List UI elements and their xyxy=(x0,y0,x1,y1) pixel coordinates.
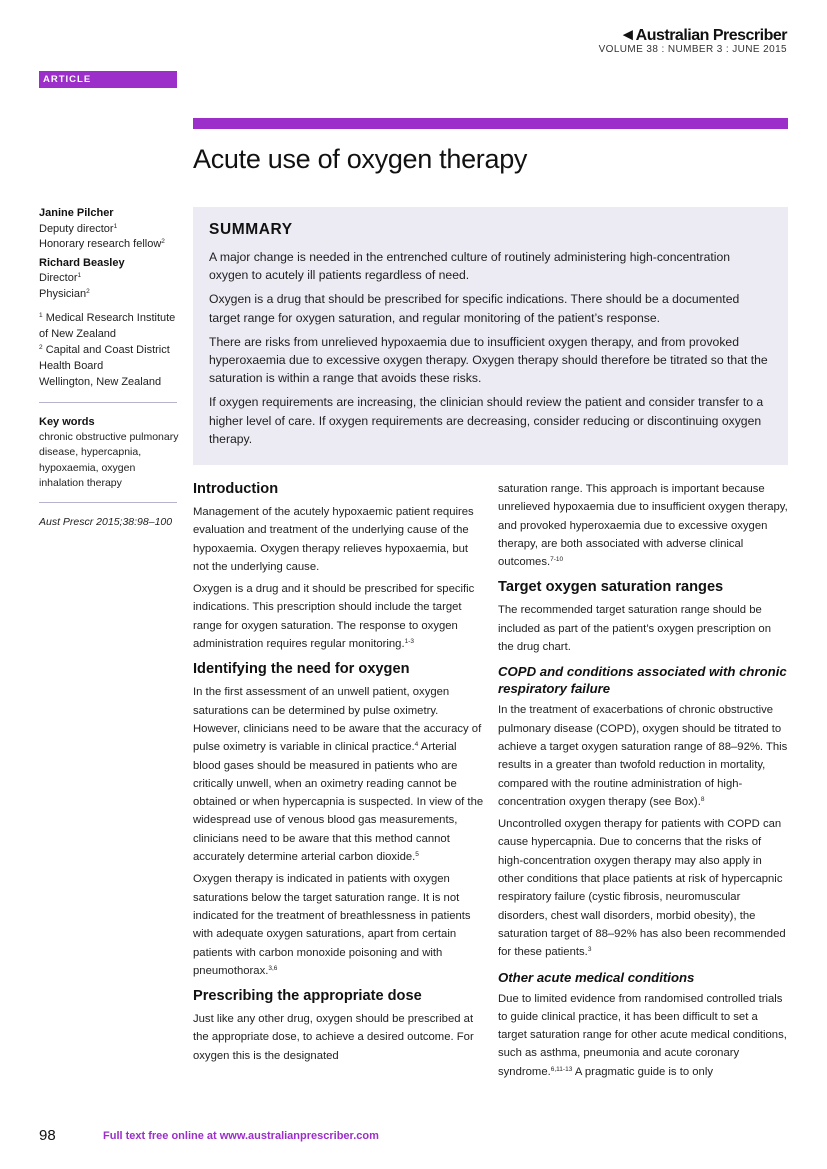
affiliation: $^1$ Medical Research Institute of New Zealand xyxy=(39,312,176,340)
brand-logo-icon: ◄ xyxy=(619,25,636,44)
page-number: 98 xyxy=(39,1127,56,1144)
sidebar-divider xyxy=(39,502,177,503)
subsection-heading: COPD and conditions associated with chronic respiratory failure xyxy=(498,664,787,697)
journal-brand xyxy=(619,25,787,45)
section-heading: Identifying the need for oxygen xyxy=(193,661,410,678)
brand-text: Australian Prescriber xyxy=(635,27,787,44)
body-paragraph: Uncontrolled oxygen therapy for patients with COPD can cause hypercapnia. Due to concerns that the risks of high-concentration oxygen therapy may also apply in other conditions that place patients at risk of hypercapnic respiratory failure (cystic fibrosis, neuromuscular disorders, chest wall disorders, morbid obesity), the saturation target of 88–92% has also been recommended for these patients.$^3$ xyxy=(498,818,786,959)
body-paragraph: Oxygen therapy is indicated in patients with oxygen saturations below the target saturation range. It is not indicated for the treatment of breathlessness in patients with adequate oxygen saturations, apart from certain patients with carbon monoxide poisoning and with pneumothorax.$^{3,6}$ xyxy=(193,873,471,977)
author-name: Janine Pilcher xyxy=(39,207,114,219)
body-paragraph: Oxygen is a drug and it should be prescribed for specific indications. This prescription should include the target range for oxygen saturation. The response to oxygen administration requires regular monitoring.$^{1-3}$ xyxy=(193,583,475,651)
sidebar-divider xyxy=(39,402,177,403)
section-heading: Introduction xyxy=(193,481,279,497)
summary-paragraph: A major change is needed in the entrenched culture of routinely administering high-concentration oxygen to acutely ill patients regardless of need. xyxy=(209,250,730,283)
volume-info: VOLUME 38 : NUMBER 3 : JUNE 2015 xyxy=(598,44,787,55)
keywords: chronic obstructive pulmonary disease, hypercapnia, hypoxaemia, oxygen inhalation therapy xyxy=(39,431,179,489)
author-role: Director$^1$ xyxy=(39,272,82,284)
article-tag: ARTICLE xyxy=(39,71,177,88)
article-title: Acute use of oxygen therapy xyxy=(193,144,528,174)
body-paragraph: saturation range. This approach is important because unrelieved hypoxaemia due to insufficient oxygen therapy, and provoked hyperoxaemia due to excessive oxygen therapy, are both associated with adverse clinical outcomes.$^{7-10}$ xyxy=(498,483,788,569)
body-paragraph: In the treatment of exacerbations of chronic obstructive pulmonary disease (COPD), oxygen should be titrated to achieve a target oxygen saturation range of 88–92%. This results in a greater than twofold reduction in mortality, compared with the routine administration of high-concentration oxygen therapy (see Box).$^8$ xyxy=(498,704,788,808)
summary-paragraph: Oxygen is a drug that should be prescribed for specific indications. There should be a documented target range for oxygen saturation, and regular monitoring of the patient’s response. xyxy=(209,292,740,325)
location: Wellington, New Zealand xyxy=(39,376,162,388)
body-paragraph: The recommended target saturation range should be included as part of the patient’s oxygen prescription on the drug chart. xyxy=(498,604,771,654)
citation: Aust Prescr 2015;38:98–100 xyxy=(39,516,173,529)
subsection-heading: Other acute medical conditions xyxy=(498,969,695,985)
body-paragraph: In the first assessment of an unwell patient, oxygen saturations can be determined by pulse oximetry. However, clinicians need to be aware that the accuracy of pulse oximetry is variable in clinical practice.$^4$ Arterial blood gases should be measured in patients who are critically unwell, when an oximetry reading cannot be obtained or when hypercapnia is suspected. In view of the widespread use of venous blood gas measurements, clinicians need to be aware that this method cannot accurately determine arterial carbon dioxide.$^5$ xyxy=(193,686,484,864)
summary-paragraph: There are risks from unrelieved hypoxaemia due to insufficient oxygen therapy, and from provoked hyperoxaemia due to excessive oxygen therapy. Oxygen therapy should therefore be titrated so that the saturation is within a range that avoids these risks. xyxy=(209,334,768,386)
summary-paragraph: If oxygen requirements are increasing, the clinician should review the patient and consider transfer to a higher level of care. If oxygen requirements are decreasing, consider reducing or discontinuing oxygen therapy. xyxy=(209,395,764,446)
footer-link[interactable]: Full text free online at www.australianprescriber.com xyxy=(103,1130,379,1142)
author-role: Deputy director$^1$ xyxy=(39,222,118,235)
body-paragraph: Just like any other drug, oxygen should be prescribed at the appropriate dose, to achieve a desired outcome. For oxygen this is the designated xyxy=(193,1013,474,1062)
section-heading: Prescribing the appropriate dose xyxy=(193,988,422,1005)
author-role: Physician$^2$ xyxy=(39,287,90,300)
summary-box xyxy=(193,207,788,465)
body-paragraph: Management of the acutely hypoxaemic patient requires evaluation and treatment of the underlying cause of the hypoxaemia. Oxygen therapy relieves hypoxaemia, but not the underlying cause. xyxy=(193,506,474,573)
body-paragraph: Due to limited evidence from randomised controlled trials to guide clinical practice, it has been difficult to set a target saturation range for other acute medical conditions, such as asthma, pneumonia and acute coronary syndrome.$^{6,11-13}$ A pragmatic guide is to only xyxy=(498,992,787,1078)
body-column-left xyxy=(193,480,484,1069)
summary-heading: SUMMARY xyxy=(209,221,293,238)
body-column-right xyxy=(498,480,789,1085)
author-name: Richard Beasley xyxy=(39,256,125,269)
affiliations xyxy=(39,311,179,391)
keywords-title: Key words xyxy=(39,415,95,428)
author-role: Honorary research fellow$^2$ xyxy=(39,238,165,250)
affiliation: $^2$ Capital and Coast District Health Board xyxy=(39,344,170,372)
title-accent-bar xyxy=(193,118,788,129)
author-sidebar xyxy=(39,206,179,531)
section-heading: Target oxygen saturation ranges xyxy=(498,579,724,596)
